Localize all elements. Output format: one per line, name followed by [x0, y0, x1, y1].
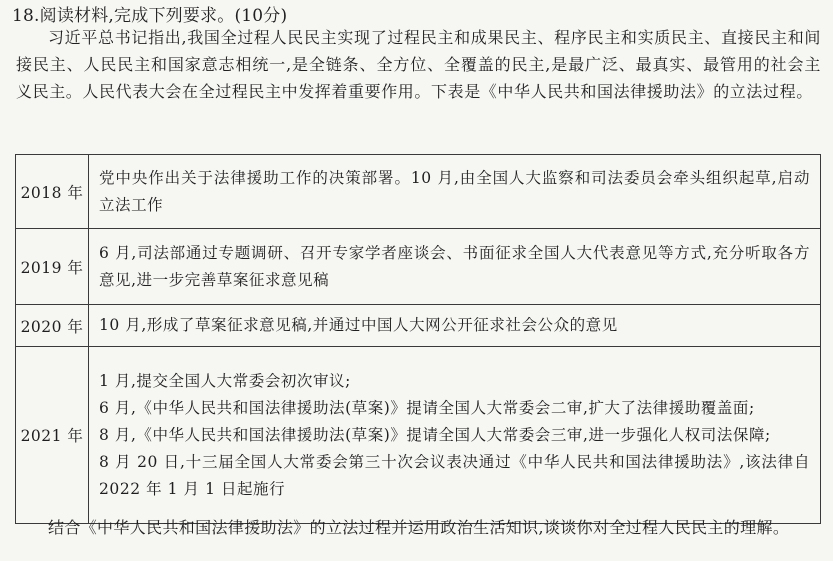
year-cell: 2019 年: [16, 229, 89, 305]
year-cell: 2018 年: [16, 155, 89, 229]
table-row: [16, 229, 821, 305]
event-line: 8 月,《中华人民共和国法律援助法(草案)》提请全国人大常委会三审,进一步强化人权司法保障;: [99, 425, 771, 444]
event-line: 8 月 20 日,十三届全国人大常委会第三十次会议表决通过《中华人民共和国法律援助法》,该法律自 2022 年 1 月 1 日起施行: [99, 452, 810, 498]
event-line: 6 月,《中华人民共和国法律援助法(草案)》提请全国人大常委会二审,扩大了法律援助覆盖面;: [99, 398, 755, 417]
year-cell: 2021 年: [16, 347, 89, 524]
event-cell: [89, 229, 821, 305]
event-line: 6 月,司法部通过专题调研、召开专家学者座谈会、书面征求全国人大代表意见等方式,充分听取各方意见,进一步完善草案征求意见稿: [99, 243, 810, 289]
legislation-timeline-table: [15, 154, 821, 524]
event-line: 党中央作出关于法律援助工作的决策部署。10 月,由全国人大监察和司法委员会牵头组织起草,启动立法工作: [99, 168, 810, 214]
event-cell: [89, 305, 821, 347]
question-title: 18.阅读材料,完成下列要求。(10分): [12, 6, 288, 26]
task-prompt: 结合《中华人民共和国法律援助法》的立法过程并运用政治生活知识,谈谈你对全过程人民民主的理解。: [48, 518, 790, 537]
event-line: 1 月,提交全国人大常委会初次审议;: [99, 371, 351, 390]
material-paragraph: 习近平总书记指出,我国全过程人民民主实现了过程民主和成果民主、程序民主和实质民主、直接民主和间接民主、人民民主和国家意志相统一,是全链条、全方位、全覆盖的民主,是最广泛、最真实、最管用的社会主义民主。人民代表大会在全过程民主中发挥着重要作用。下表是《中华人民共和国法律援助法》的立法过程。: [16, 28, 821, 101]
year-cell: 2020 年: [16, 305, 89, 347]
event-cell: [89, 155, 821, 229]
table-row: [16, 305, 821, 347]
table-row: [16, 155, 821, 229]
event-line: 10 月,形成了草案征求意见稿,并通过中国人大网公开征求社会公众的意见: [99, 316, 618, 334]
table-row: [16, 347, 821, 524]
event-cell: [89, 347, 821, 524]
